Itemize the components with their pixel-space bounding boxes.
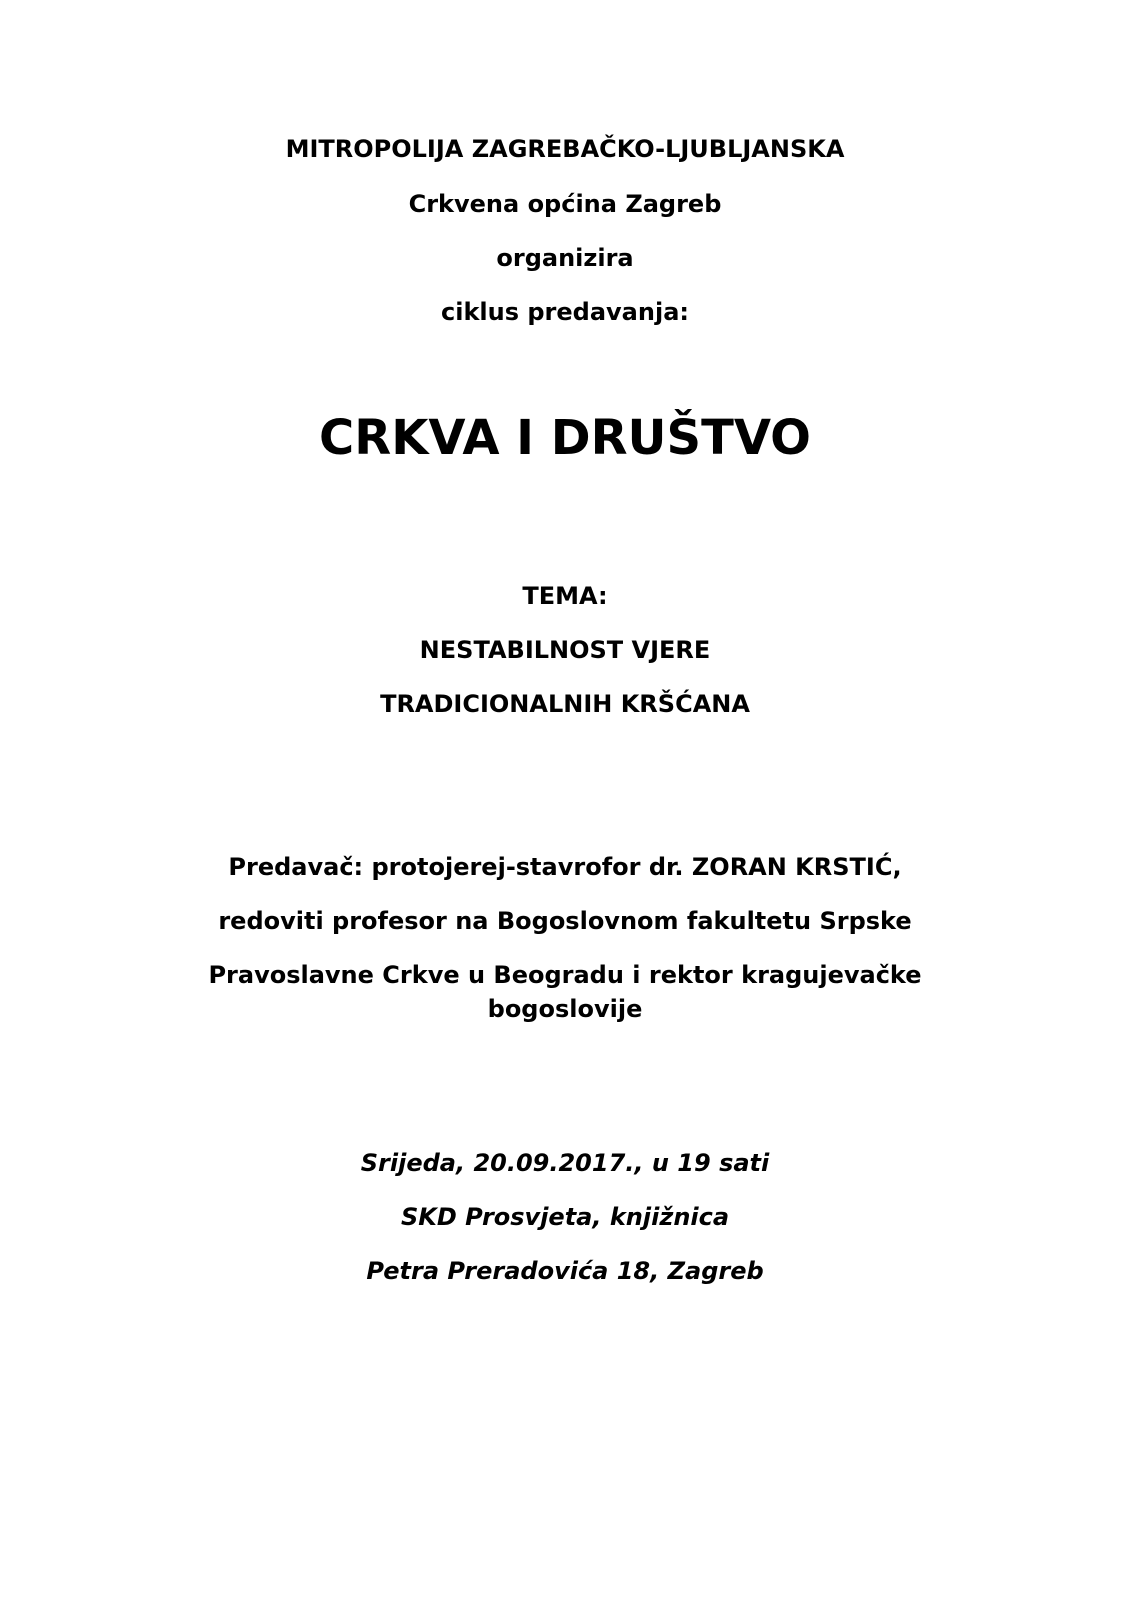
event-venue: SKD Prosvjeta, knjižnica (400, 1203, 730, 1231)
organization-name: MITROPOLIJA ZAGREBAČKO-LJUBLJANSKA (285, 135, 845, 163)
event-address: Petra Preradovića 18, Zagreb (366, 1257, 764, 1285)
series-intro: ciklus predavanja: (441, 298, 689, 326)
lecturer-line-2: redoviti profesor na Bogoslovnom fakultetu Srpske (218, 907, 912, 935)
topic-line-2: TRADICIONALNIH KRŠĆANA (380, 690, 750, 718)
lecturer-line-3: Pravoslavne Crkve u Beogradu i rektor kragujevačke (208, 961, 922, 989)
event-datetime: Srijeda, 20.09.2017., u 19 sati (360, 1149, 770, 1177)
organizes-text: organizira (496, 244, 634, 272)
topic-line-1: NESTABILNOST VJERE (419, 636, 711, 664)
lecture-series-title: CRKVA I DRUŠTVO (319, 410, 811, 466)
lecturer-line-1: Predavač: protojerej-stavrofor dr. ZORAN KRSTIĆ, (228, 853, 902, 881)
municipality-name: Crkvena općina Zagreb (408, 190, 722, 218)
topic-label: TEMA: (522, 582, 608, 610)
lecturer-line-4: bogoslovije (487, 995, 643, 1023)
